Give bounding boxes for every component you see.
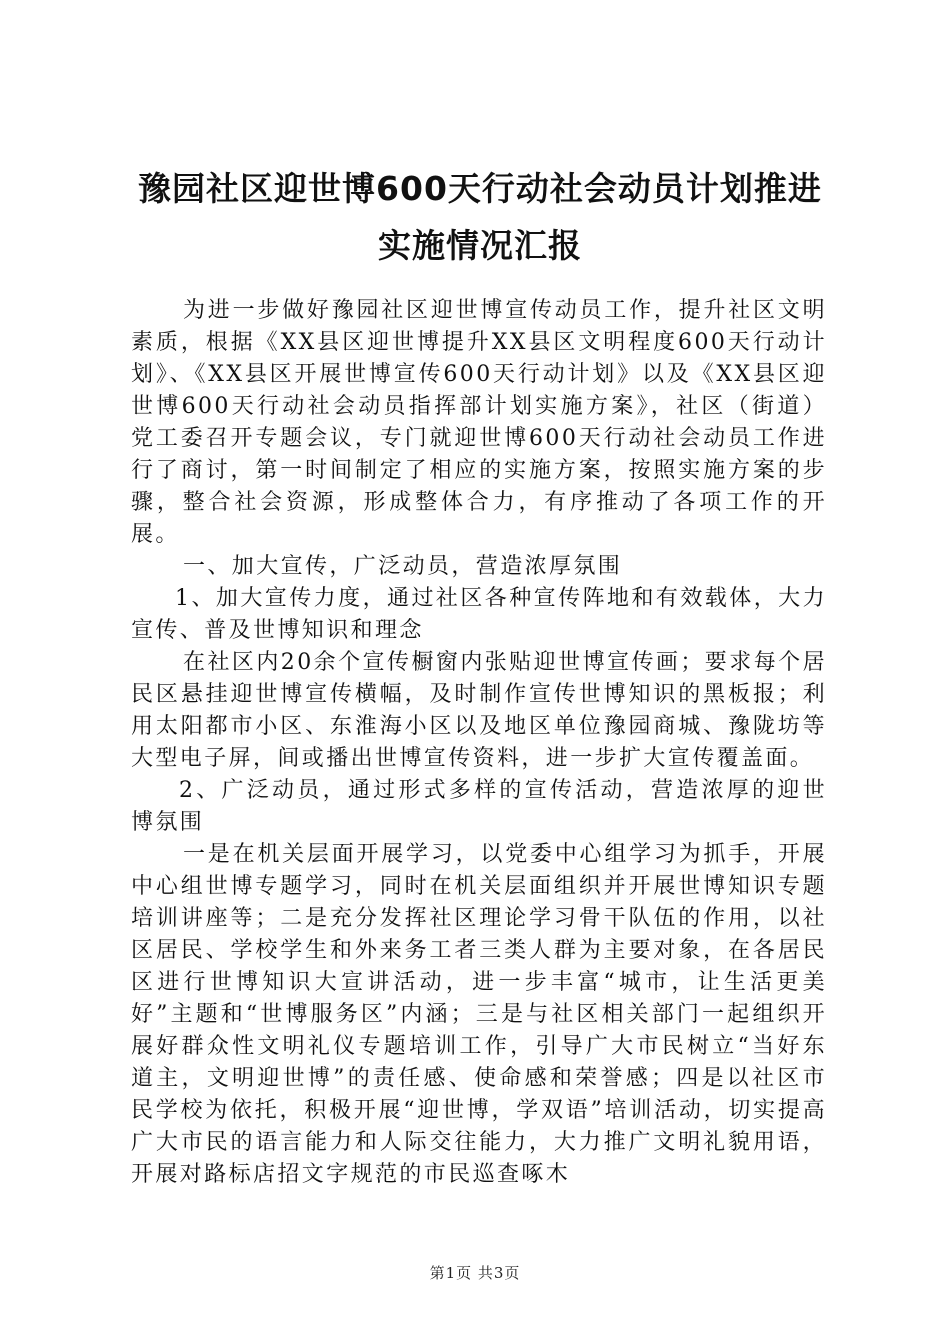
subsection-heading-2: 2、广泛动员，通过形式多样的宣传活动，营造浓厚的迎世博氛围 <box>131 778 827 835</box>
document-body <box>131 295 827 1191</box>
document-title-line-2: 实施情况汇报 <box>378 226 582 265</box>
body-paragraph: 一是在机关层面开展学习，以党委中心组学习为抓手，开展中心组世博专题学习，同时在机关层面组织并开展世博知识专题培训讲座等；二是充分发挥社区理论学习骨干队伍的作用，以社区居民、学校学生和外来务工者三类人群为主要对象，在各居民区进行世博知识大宣讲活动，进一步丰富“城市，让生活更美好”主题和“世博服务区”内涵；三是与社区相关部门一起组织开展好群众性文明礼仪专题培训工作，引导广大市民树立“当好东道主，文明迎世博”的责任感、使命感和荣誉感；四是以社区市民学校为依托，积极开展“迎世博，学双语”培训活动，切实提高广大市民的语言能力和人际交往能力，大力推广文明礼貌用语，开展对路标店招文字规范的市民巡查啄木 <box>131 842 827 1187</box>
document-title-line-1: 豫园社区迎世博600天行动社会动员计划推进 <box>138 169 822 208</box>
body-paragraph: 在社区内20余个宣传橱窗内张贴迎世博宣传画；要求每个居民区悬挂迎世博宣传横幅，及时制作宣传世博知识的黑板报；利用太阳都市小区、东淮海小区以及地区单位豫园商城、豫陇坊等大型电子屏，间或播出世博宣传资料，进一步扩大宣传覆盖面。 <box>131 650 827 771</box>
page-number-footer: 第1页 共3页 <box>429 1264 521 1282</box>
subsection-heading-1: 1、加大宣传力度，通过社区各种宣传阵地和有效载体，大力宣传、普及世博知识和理念 <box>131 586 827 643</box>
intro-paragraph: 为进一步做好豫园社区迎世博宣传动员工作，提升社区文明素质，根据《XX县区迎世博提升XX县区文明程度600天行动计划》、《XX县区开展世博宣传600天行动计划》以及《XX县区迎世博600天行动社会动员指挥部计划实施方案》，社区（街道）党工委召开专题会议，专门就迎世博600天行动社会动员工作进行了商讨，第一时间制定了相应的实施方案，按照实施方案的步骤，整合社会资源，形成整体合力，有序推动了各项工作的开展。 <box>131 298 827 547</box>
section-heading-1: 一、加大宣传，广泛动员，营造浓厚氛围 <box>183 554 623 579</box>
